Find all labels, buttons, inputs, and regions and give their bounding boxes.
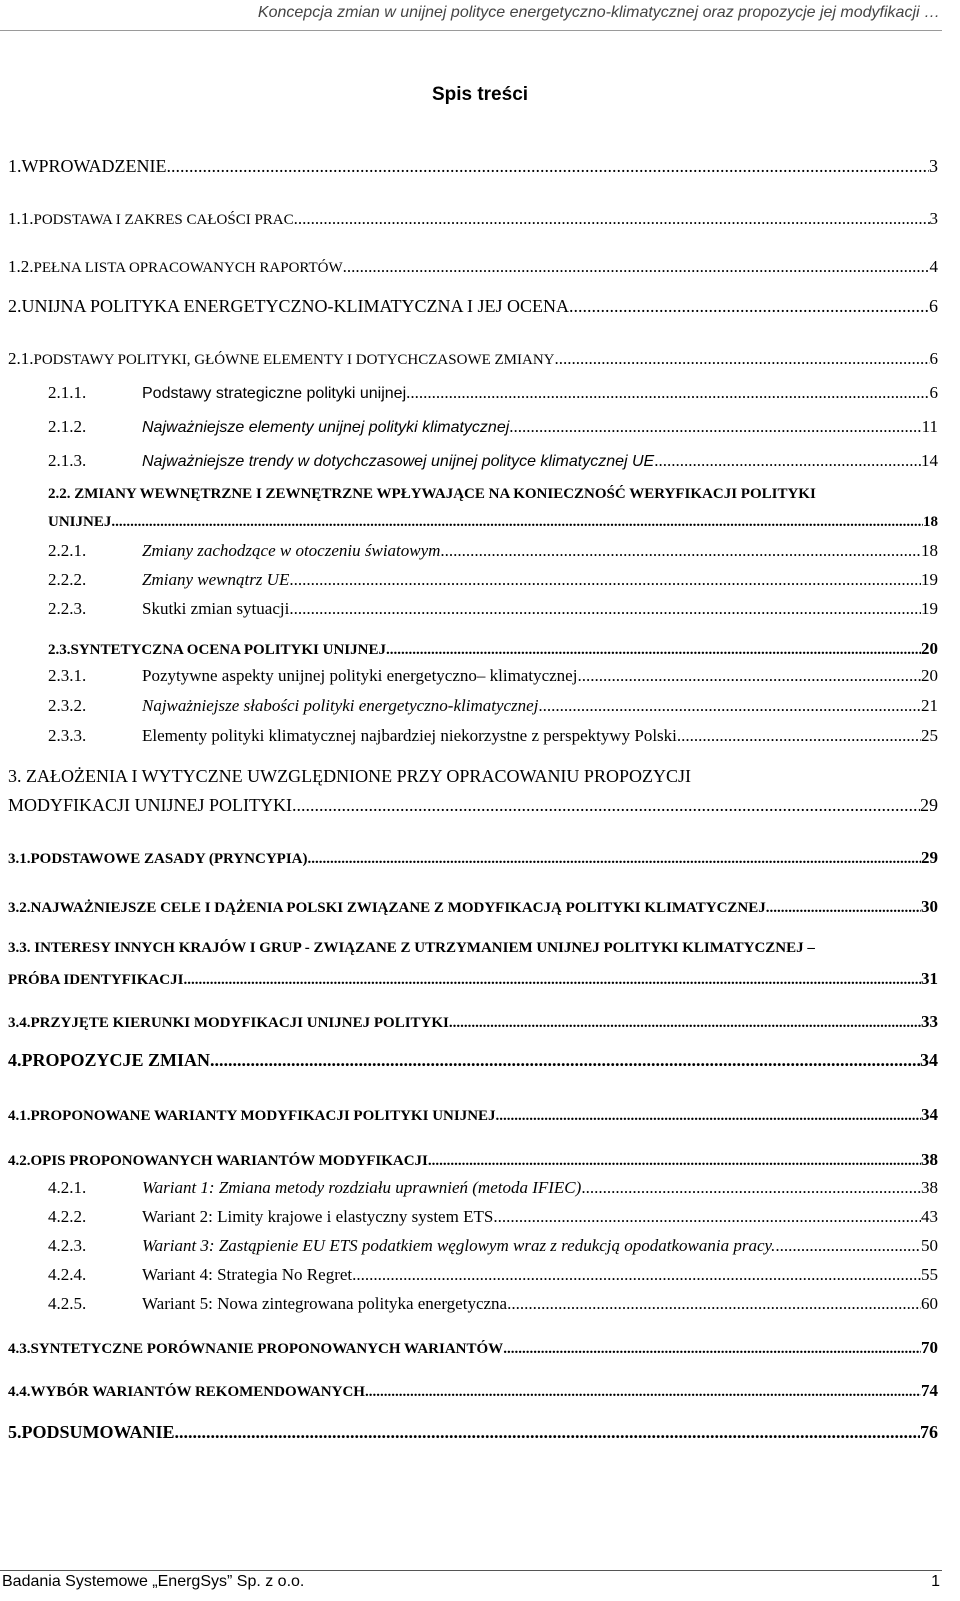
- toc-entry-text: PODSTAWA I ZAKRES CAŁOŚCI PRAC: [33, 212, 294, 228]
- toc-entry[interactable]: 4.2.4. Wariant 4: Strategia No Regret ..... 55: [48, 1265, 938, 1285]
- toc-entry-text: PODSTAWY POLITYKI, GŁÓWNE ELEMENTY I DOTYCHCZASOWE ZMIANY: [33, 352, 555, 368]
- toc-entry[interactable]: 3.2. NAJWAŻNIEJSZE CELE I DĄŻENIA POLSKI ZWIĄZANE Z MODYFIKACJĄ POLITYKI KLIMATYCZNEJ ..... 30: [8, 897, 938, 917]
- toc-page-number: 25: [921, 726, 938, 745]
- toc-entry-first-line[interactable]: 2.2. ZMIANY WEWNĘTRZNE I ZEWNĘTRZNE WPŁYWAJĄCE NA KONIECZNOŚĆ WERYFIKACJI POLITYKI: [48, 486, 816, 502]
- toc-page-number: 4: [929, 257, 938, 276]
- toc-entry-text: PODSTAWOWE ZASADY (PRYNCYPIA): [30, 851, 308, 867]
- toc-page-number: 6: [929, 349, 938, 368]
- toc-page-number: 29: [920, 795, 938, 815]
- toc-entry[interactable]: 4.1. PROPONOWANE WARIANTY MODYFIKACJI POLITYKI UNIJNEJ ..... 34: [8, 1105, 938, 1125]
- toc-entry[interactable]: 5. PODSUMOWANIE ..... 76: [8, 1422, 938, 1443]
- toc-title: Spis treści: [431, 84, 529, 105]
- toc-entry-text: Podstawy strategiczne polityki unijnej: [142, 385, 407, 402]
- toc-entry[interactable]: 1.2. PEŁNA LISTA OPRACOWANYCH RAPORTÓW ..... 4: [8, 257, 938, 277]
- toc-entry[interactable]: [8, 969, 938, 989]
- toc-entry-text: WYBÓR WARIANTÓW REKOMENDOWANYCH: [30, 1384, 365, 1400]
- toc-entry-text: Skutki zmian sytuacji: [142, 599, 290, 618]
- toc-entry[interactable]: 2.1.2. Najważniejsze elementy unijnej polityki klimatycznej ..... 11: [48, 417, 938, 437]
- toc-entry[interactable]: 2.2.3. Skutki zmian sytuacji ..... 19: [48, 599, 938, 619]
- toc-entry[interactable]: 2. UNIJNA POLITYKA ENERGETYCZNO-KLIMATYCZNA I JEJ OCENA ..... 6: [8, 296, 938, 317]
- toc-entry-text: OPIS PROPONOWANYCH WARIANTÓW MODYFIKACJI: [30, 1153, 428, 1169]
- toc-entry-text: Najważniejsze elementy unijnej polityki klimatycznej: [142, 419, 510, 436]
- toc-entry[interactable]: 2.2.1. Zmiany zachodzące w otoczeniu światowym ..... 18: [48, 541, 938, 561]
- toc-entry-text: UNIJNA POLITYKA ENERGETYCZNO-KLIMATYCZNA I JEJ OCENA: [21, 296, 569, 316]
- header-text: Koncepcja zmian w unijnej polityce energetyczno-klimatycznej oraz propozycje jej modyfikacji …: [257, 4, 940, 21]
- toc-entry[interactable]: 1. WPROWADZENIE ..... 3: [8, 156, 938, 177]
- toc-page-number: 38: [921, 1178, 938, 1197]
- toc-entry-text: Zmiany zachodzące w otoczeniu światowym: [142, 541, 441, 560]
- toc-entry[interactable]: 4.2.3. Wariant 3: Zastąpienie EU ETS podatkiem węglowym wraz z redukcją opodatkowania pracy. ..... 50: [48, 1236, 938, 1256]
- toc-page-number: 33: [921, 1012, 938, 1031]
- toc-page-number: 30: [921, 897, 938, 916]
- toc-page-number: 29: [921, 848, 938, 867]
- toc-entry-text: Najważniejsze słabości polityki energetyczno-klimatycznej: [142, 696, 539, 715]
- toc-entry-text: MODYFIKACJI UNIJNEJ POLITYKI: [8, 795, 292, 815]
- toc-entry-text: PROPONOWANE WARIANTY MODYFIKACJI POLITYKI UNIJNEJ: [30, 1108, 496, 1124]
- toc-entry-first-line[interactable]: 3. ZAŁOŻENIA I WYTYCZNE UWZGLĘDNIONE PRZY OPRACOWANIU PROPOZYCJI: [8, 766, 691, 786]
- toc-entry[interactable]: 1.1. PODSTAWA I ZAKRES CAŁOŚCI PRAC ..... 3: [8, 209, 938, 229]
- toc-page-number: 19: [921, 570, 938, 589]
- toc-entry[interactable]: 2.3.3. Elementy polityki klimatycznej najbardziej niekorzystne z perspektywy Polski ..... 25: [48, 726, 938, 746]
- toc-entry[interactable]: [8, 795, 938, 816]
- footer-page-number: 1: [931, 1573, 940, 1590]
- toc-page-number: 55: [921, 1265, 938, 1284]
- toc-entry-text: Elementy polityki klimatycznej najbardziej niekorzystne z perspektywy Polski: [142, 726, 677, 745]
- toc-entry-text: Wariant 2: Limity krajowe i elastyczny system ETS: [142, 1207, 494, 1226]
- toc-entry[interactable]: 4. PROPOZYCJE ZMIAN ..... 34: [8, 1050, 938, 1071]
- toc-entry-text: SYNTETYCZNE PORÓWNANIE PROPONOWANYCH WARIANTÓW: [30, 1341, 504, 1357]
- toc-entry-text: Wariant 4: Strategia No Regret: [142, 1265, 353, 1284]
- toc-entry[interactable]: 4.2.1. Wariant 1: Zmiana metody rozdziału uprawnień (metoda IFIEC) ..... 38: [48, 1178, 938, 1198]
- toc-page-number: 31: [921, 969, 938, 988]
- toc-entry-text: Najważniejsze trendy w dotychczasowej unijnej polityce klimatycznej UE: [142, 453, 655, 470]
- toc-entry-text: ZMIANY WEWNĘTRZNE I ZEWNĘTRZNE WPŁYWAJĄCE NA KONIECZNOŚĆ WERYFIKACJI POLITYKI: [74, 486, 816, 502]
- toc-page-number: 14: [921, 451, 938, 470]
- toc-page-number: 19: [921, 599, 938, 618]
- toc-page-number: 6: [929, 296, 938, 316]
- toc-page-number: 21: [921, 696, 938, 715]
- toc-entry[interactable]: 4.2. OPIS PROPONOWANYCH WARIANTÓW MODYFIKACJI ..... 38: [8, 1150, 938, 1170]
- toc-entry-text: PODSUMOWANIE: [21, 1422, 175, 1442]
- toc-page-number: 20: [921, 666, 938, 685]
- toc-entry[interactable]: 2.1. PODSTAWY POLITYKI, GŁÓWNE ELEMENTY I DOTYCHCZASOWE ZMIANY ..... 6: [8, 349, 938, 369]
- toc-entry-text: Wariant 5: Nowa zintegrowana polityka energetyczna: [142, 1294, 508, 1313]
- toc-entry-text: Zmiany wewnątrz UE: [142, 570, 290, 589]
- toc-entry-text: PRZYJĘTE KIERUNKI MODYFIKACJI UNIJNEJ POLITYKI: [30, 1015, 449, 1031]
- toc-entry[interactable]: 2.3. SYNTETYCZNA OCENA POLITYKI UNIJNEJ ..... 20: [48, 639, 938, 659]
- toc-entry-text: Wariant 3: Zastąpienie EU ETS podatkiem węglowym wraz z redukcją opodatkowania pracy.: [142, 1236, 776, 1255]
- toc-entry-first-line[interactable]: 3.3. INTERESY INNYCH KRAJÓW I GRUP - ZWIĄZANE Z UTRZYMANIEM UNIJNEJ POLITYKI KLIMATYCZNEJ –: [8, 940, 815, 956]
- toc-page-number: 11: [921, 417, 938, 436]
- toc-page-number: 18: [923, 514, 938, 530]
- toc-page-number: 34: [921, 1105, 938, 1124]
- toc-entry-text: PRÓBA IDENTYFIKACJI: [8, 972, 184, 988]
- toc-entry[interactable]: 2.1.1. Podstawy strategiczne polityki unijnej ..... 6: [48, 383, 938, 403]
- toc-page-number: 43: [921, 1207, 938, 1226]
- toc-page-number: 70: [921, 1338, 938, 1357]
- toc-page-number: 34: [920, 1050, 938, 1070]
- toc-page-number: 38: [921, 1150, 938, 1169]
- toc-page-number: 76: [920, 1422, 938, 1442]
- toc-entry-text: PEŁNA LISTA OPRACOWANYCH RAPORTÓW: [33, 260, 343, 276]
- toc-entry-text: SYNTETYCZNA OCENA POLITYKI UNIJNEJ: [70, 642, 386, 658]
- toc-entry[interactable]: [48, 514, 938, 531]
- toc-entry-text: ZAŁOŻENIA I WYTYCZNE UWZGLĘDNIONE PRZY OPRACOWANIU PROPOZYCJI: [26, 766, 691, 786]
- toc-entry[interactable]: 2.3.2. Najważniejsze słabości polityki energetyczno-klimatycznej ..... 21: [48, 696, 938, 716]
- page-footer: [0, 1570, 942, 1590]
- toc-entry-text: NAJWAŻNIEJSZE CELE I DĄŻENIA POLSKI ZWIĄZANE Z MODYFIKACJĄ POLITYKI KLIMATYCZNEJ: [30, 900, 766, 916]
- toc-entry[interactable]: 4.4. WYBÓR WARIANTÓW REKOMENDOWANYCH ..... 74: [8, 1381, 938, 1401]
- toc-page-number: 3: [929, 156, 938, 176]
- toc-page-number: 50: [921, 1236, 938, 1255]
- toc-page-number: 6: [929, 383, 938, 402]
- toc-page-number: 3: [929, 209, 938, 228]
- toc-entry[interactable]: 4.3. SYNTETYCZNE PORÓWNANIE PROPONOWANYCH WARIANTÓW ..... 70: [8, 1338, 938, 1358]
- toc-entry[interactable]: 4.2.5. Wariant 5: Nowa zintegrowana polityka energetyczna ..... 60: [48, 1294, 938, 1314]
- toc-entry[interactable]: 2.3.1. Pozytywne aspekty unijnej polityki energetyczno– klimatycznej ..... 20: [48, 666, 938, 686]
- toc-entry[interactable]: 4.2.2. Wariant 2: Limity krajowe i elastyczny system ETS ..... 43: [48, 1207, 938, 1227]
- toc-page-number: 74: [921, 1381, 938, 1400]
- toc-entry[interactable]: 3.1. PODSTAWOWE ZASADY (PRYNCYPIA) ..... 29: [8, 848, 938, 868]
- toc-entry-text: INTERESY INNYCH KRAJÓW I GRUP - ZWIĄZANE Z UTRZYMANIEM UNIJNEJ POLITYKI KLIMATYCZNEJ –: [34, 940, 815, 956]
- toc-entry[interactable]: 2.1.3. Najważniejsze trendy w dotychczasowej unijnej polityce klimatycznej UE ..... 14: [48, 451, 938, 471]
- toc-entry-text: UNIJNEJ: [48, 514, 112, 530]
- toc-page-number: 60: [921, 1294, 938, 1313]
- toc-entry[interactable]: 3.4. PRZYJĘTE KIERUNKI MODYFIKACJI UNIJNEJ POLITYKI ..... 33: [8, 1012, 938, 1032]
- footer-company: Badania Systemowe „EnergSys” Sp. z o.o.: [2, 1573, 305, 1590]
- toc-page-number: 20: [921, 639, 938, 658]
- toc-entry-text: PROPOZYCJE ZMIAN: [21, 1050, 210, 1070]
- toc-entry-text: WPROWADZENIE: [21, 156, 167, 176]
- toc-entry[interactable]: 2.2.2. Zmiany wewnątrz UE ..... 19: [48, 570, 938, 590]
- toc-entry-text: Wariant 1: Zmiana metody rozdziału uprawnień (metoda IFIEC): [142, 1178, 582, 1197]
- toc-page-number: 18: [921, 541, 938, 560]
- toc-entry-text: Pozytywne aspekty unijnej polityki energetyczno– klimatycznej: [142, 666, 578, 685]
